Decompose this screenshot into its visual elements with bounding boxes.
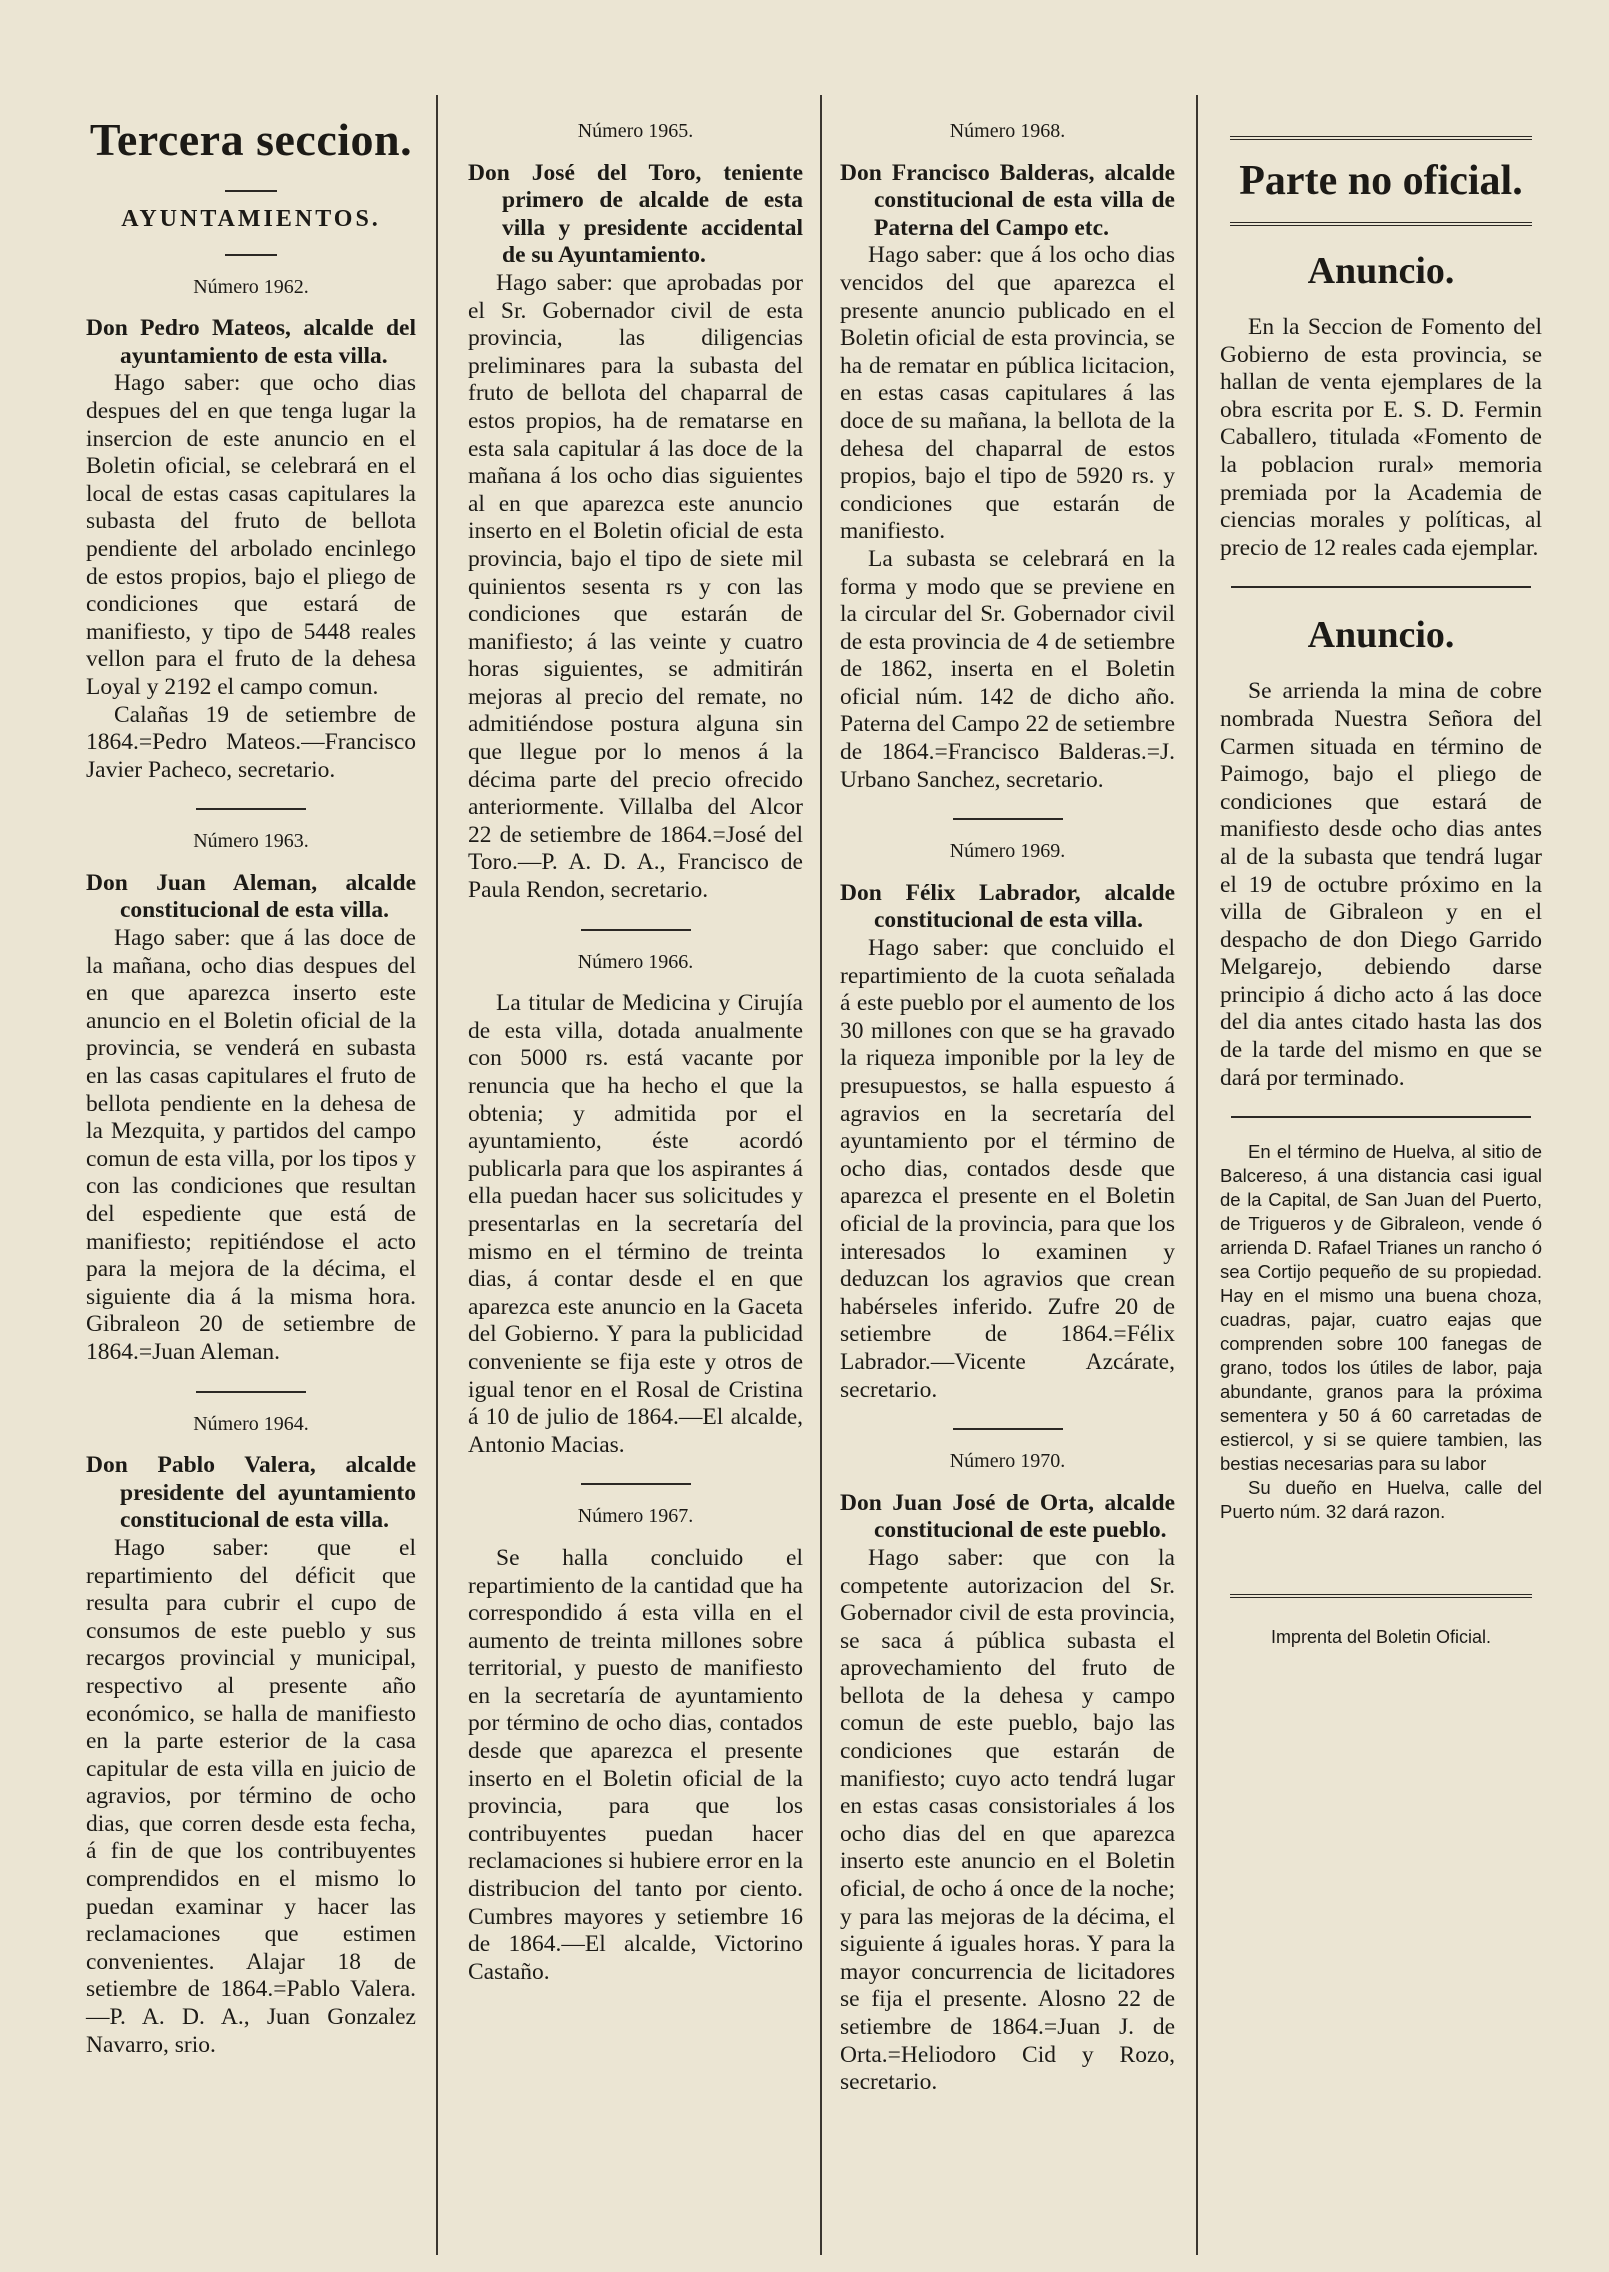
notice-heading: Don Pedro Mateos, alcalde del ayuntamiento de esta villa. (86, 315, 416, 369)
notice-closing: Calañas 19 de setiembre de 1864.=Pedro Mateos.—Francisco Javier Pacheco, secretario. (86, 701, 416, 783)
anuncio-separator (1231, 586, 1531, 588)
section-title: Tercera seccion. (89, 114, 413, 165)
notice-body: Hago saber: que el repartimiento del déficit que resulta para cubrir el cupo de consumos de este pueblo y sus recargos provincial y municipal, respectivo al presente año económico, se halla de manifiesto en la parte esterior de la casa capitular de esta villa en juicio de agravios, por término de ocho dias, que corren desde esta fecha, á fin de que los contribuyentes comprendidos en el mismo lo puedan examinar y hacer las reclamaciones que estimen convenientes. Alajar 18 de setiembre de 1864.=Pablo Valera.—P. A. D. A., Juan Gonzalez Navarro, srio. (86, 1534, 416, 2058)
notice-separator (581, 929, 691, 931)
section-subtitle: AYUNTAMIENTOS. (121, 206, 381, 232)
notice-number: Número 1964. (193, 1412, 309, 1435)
notice-heading: Don Juan Aleman, alcalde constitucional de esta villa. (86, 869, 416, 924)
anuncio-body: Se arrienda la mina de cobre nombrada Nuestra Señora del Carmen situada en término de Paimogo, bajo el pliego de condiciones que estará de manifiesto desde ocho dias antes al de la subasta que tendrá lugar el 19 de octubre próximo en la villa de Gibraleon y en el despacho de don Diego Garrido Melgarejo, debiendo darse principio á dicho acto á las doce del dia antes citado hasta las dos de la tarde del mismo en que se dará por terminado. (1220, 678, 1542, 1091)
notice-heading: Don Francisco Balderas, alcalde constitucional de esta villa de Paterna del Campo etc. (840, 159, 1175, 241)
parte-title: Parte no oficial. (1239, 158, 1523, 204)
notice-separator (196, 808, 306, 810)
notice-number: Número 1965. (577, 120, 694, 142)
section-double-rule (1230, 222, 1532, 226)
title-rule (225, 190, 277, 192)
anuncio-title: Anuncio. (1307, 614, 1455, 657)
column-4 (1220, 100, 1542, 1652)
notice-heading: Don José del Toro, teniente primero de alcalde de esta villa y presidente accidental de su Ayuntamiento. (468, 159, 803, 269)
notice-separator (196, 1391, 306, 1393)
column-3 (840, 100, 1175, 2097)
column-rule (1196, 95, 1198, 2255)
notice-number: Número 1967. (577, 1505, 694, 1528)
notice-body: Hago saber: que concluido el repartimiento de la cuota señalada á este pueblo por el aumento de los 30 millones con que se ha gravado la riqueza imponible por la ley de presupuestos, se halla espuesto á agravios en la secretaría del ayuntamiento por el término de ocho dias, contados desde que aparezca el presente en el Boletin oficial de la provincia, para que los interesados lo examinen y deduzcan los agravios que crean habérseles inferido. Zufre 20 de setiembre de 1864.=Félix Labrador.—Vicente Azcárate, secretario. (840, 935, 1175, 1403)
imprenta-line: Imprenta del Boletin Oficial. (1270, 1627, 1492, 1648)
notice-body: Hago saber: que ocho dias despues del en que tenga lugar la insercion de este anuncio en el Boletin oficial, se celebrará en el local de estas casas capitulares la subasta del fruto de bellota pendiente del arbolado encinlego de estos propios, bajo el pliego de condiciones que estará de manifiesto, y tipo de 5448 reales vellon para el fruto de la dehesa Loyal y 2192 el campo comun. (86, 370, 416, 700)
notice-heading: Don Félix Labrador, alcalde constitucional de esta villa. (840, 879, 1175, 934)
notice-separator (953, 818, 1063, 820)
anuncio-body: En el término de Huelva, al sitio de Balcereso, á una distancia casi igual de la Capital, de San Juan del Puerto, de Trigueros y de Gibraleon, vende ó arrienda D. Rafael Trianes un rancho ó sea Cortijo pequeño de su propiedad. Hay en el mismo una buena choza, cuadras, pajar, cuatro eajas que comprenden sobre 100 fanegas de grano, todos los útiles de labor, paja abundante, granos para la próxima sementera y 50 á 60 carretadas de estiercol, y si se quiere tambien, las bestias necesarias para su labor (1220, 1141, 1542, 1475)
notice-body: Hago saber: que á los ocho dias vencidos del que aparezca el presente anuncio publicado en el Boletin oficial de esta provincia, se ha de rematar en pública licitacion, en estas casas capitulares á las doce de su mañana, la bellota de la dehesa del chaparral de estos propios, bajo el tipo de 5920 rs. y condiciones que estarán de manifiesto. (840, 242, 1175, 545)
notice-number: Número 1969. (949, 840, 1066, 863)
column-2 (468, 100, 803, 1986)
column-rule (436, 95, 438, 2255)
notice-number: Número 1962. (193, 275, 309, 298)
notice-body: Se halla concluido el repartimiento de la cantidad que ha correspondido á esta villa en el aumento de treinta millones sobre territorial, y puesto de manifiesto en la secretaría de ayuntamiento por término de ocho dias, contados desde que aparezca el presente inserto en el Boletin oficial de la provincia, para que los contribuyentes puedan hacer reclamaciones si hubiere error en la distribucion del tanto por ciento. Cumbres mayores y setiembre 16 de 1864.—El alcalde, Victorino Castaño. (468, 1544, 803, 1985)
notice-heading: Don Juan José de Orta, alcalde constitucional de este pueblo. (840, 1489, 1175, 1544)
column-1 (86, 100, 416, 2059)
notice-body: La subasta se celebrará en la forma y modo que se previene en la circular del Sr. Gobernador civil de esta provincia de 4 de setiembre de 1862, inserta en el Boletin oficial núm. 142 de dicho año. Paterna del Campo 22 de setiembre de 1864.=Francisco Balderas.=J. Urbano Sanchez, secretario. (840, 545, 1175, 793)
notice-number: Número 1966. (577, 950, 694, 973)
footer-rule (1230, 1594, 1532, 1598)
notice-body: La titular de Medicina y Cirujía de esta villa, dotada anualmente con 5000 rs. está vacante por renuncia que ha hecho el que la obtenia; y admitida por el ayuntamiento, éste acordó publicarla para que los aspirantes á ella puedan hacer sus solicitudes y presentarlas en la secretaría del mismo en el término de treinta dias, á contar desde el en que aparezca este anuncio en la Gaceta del Gobierno. Y para la publicidad conveniente se fija este y otros de igual tenor en el Rosal de Cristina á 10 de julio de 1864.—El alcalde, Antonio Macias. (468, 990, 803, 1458)
notice-number: Número 1963. (193, 830, 309, 853)
notice-separator (953, 1428, 1063, 1430)
anuncio-body: En la Seccion de Fomento del Gobierno de esta provincia, se hallan de venta ejemplares de la obra escrita por E. S. D. Fermin Caballero, titulada «Fomento de la poblacion rural» memoria premiada por la Academia de ciencias morales y políticas, al precio de 12 reales cada ejemplar. (1220, 314, 1542, 561)
notice-number: Número 1968. (949, 120, 1066, 142)
title-rule (225, 254, 277, 256)
column-rule (820, 95, 822, 2255)
notice-separator (581, 1483, 691, 1485)
notice-body: Hago saber: que aprobadas por el Sr. Gobernador civil de esta provincia, las diligencias preliminares para la subasta del fruto de bellota del chaparral de estos propios, ha de rematarse en esta sala capitular á las doce de la mañana á los ocho dias siguientes al en que aparezca este anuncio inserto en el Boletin oficial de esta provincia, bajo el tipo de siete mil quinientos sesenta rs y con las condiciones que estarán de manifiesto; á las veinte y cuatro horas siguientes, se admitirán mejoras al precio del remate, no admitiéndose postura alguna sin que llegue por lo menos á la décima parte del precio ofrecido anteriormente. Villalba del Alcor 22 de setiembre de 1864.=José del Toro.—P. A. D. A., Francisco de Paula Rendon, secretario. (468, 269, 803, 904)
notice-heading: Don Pablo Valera, alcalde presidente del ayuntamiento constitucional de esta villa. (86, 1452, 416, 1534)
anuncio-title: Anuncio. (1307, 250, 1455, 292)
anuncio-body: Su dueño en Huelva, calle del Puerto núm. 32 dará razon. (1220, 1477, 1542, 1523)
anuncio-separator (1231, 1116, 1531, 1118)
notice-number: Número 1970. (949, 1450, 1066, 1473)
notice-body: Hago saber: que á las doce de la mañana, ocho dias despues del en que aparezca inserto este anuncio en el Boletin oficial de la provincia, se venderá en subasta en las casas capitulares el fruto de bellota pendiente en la dehesa de la Mezquita, y partidos del campo comun de esta villa, por los tipos y con las condiciones que resultan del espediente que está de manifiesto; repitiéndose el acto para la mejora de la décima, el siguiente dia á la misma hora. Gibraleon 20 de setiembre de 1864.=Juan Aleman. (86, 925, 416, 1365)
notice-body: Hago saber: que con la competente autorizacion del Sr. Gobernador civil de esta provincia, se saca á pública subasta el aprovechamiento del fruto de bellota de la dehesa y campo comun de este pueblo, bajo las condiciones que estarán de manifiesto; cuyo acto tendrá lugar en estas casas consistoriales á los ocho dias del en que aparezca inserto este anuncio en el Boletin oficial, de ocho á once de la noche; y para las mejoras de la décima, el siguiente á iguales horas. Y para la mayor concurrencia de licitadores se fija el presente. Alosno 22 de setiembre de 1864.=Juan J. de Orta.=Heliodoro Cid y Rozo, secretario. (840, 1544, 1175, 2096)
section-double-rule (1230, 136, 1532, 140)
